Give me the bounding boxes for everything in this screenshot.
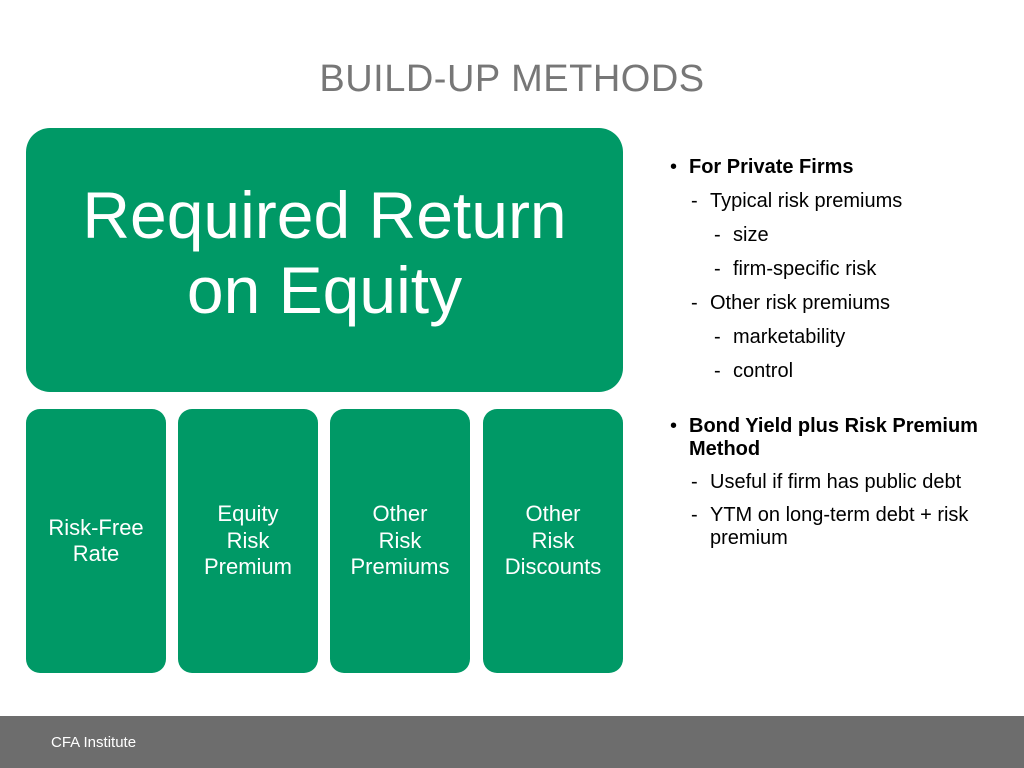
equity-risk-premium-label: Equity Risk Premium — [203, 501, 292, 580]
risk-free-rate-box — [26, 409, 166, 673]
footer-bar — [0, 716, 1024, 768]
other-risk-discounts-box — [483, 409, 623, 673]
bullet-item-ytm: - YTM on long-term debt + risk premium — [668, 504, 1008, 550]
bullet-item-other-risk-premiums: - Other risk premiums — [668, 291, 1008, 315]
equity-risk-premium-box — [178, 409, 318, 673]
bullet-subitem-control: - control — [668, 359, 1008, 383]
required-return-box — [26, 128, 623, 392]
required-return-label: Required Return on Equity — [82, 178, 567, 328]
bullet-item-typical-risk-premiums: - Typical risk premiums — [668, 189, 1008, 213]
other-risk-discounts-label: Other Risk Discounts — [504, 501, 602, 580]
bullet-subitem-size: - size — [668, 223, 1008, 247]
other-risk-premiums-box — [330, 409, 470, 673]
bullet-item-public-debt: - Useful if firm has public debt — [668, 471, 1008, 494]
other-risk-premiums-label: Other Risk Premiums — [350, 501, 450, 580]
bullet-heading-private-firms: • For Private Firms — [668, 155, 1008, 179]
bullet-subitem-marketability: - marketability — [668, 325, 1008, 349]
slide-title: BUILD-UP METHODS — [319, 58, 705, 100]
bullet-heading-bond-yield: • Bond Yield plus Risk Premium Method — [668, 415, 1008, 461]
risk-free-rate-label: Risk-Free Rate — [48, 514, 144, 566]
bullet-subitem-firm-specific-risk: - firm-specific risk — [668, 257, 1008, 281]
bullet-list — [668, 155, 1008, 550]
footer-label: CFA Institute — [51, 734, 137, 751]
